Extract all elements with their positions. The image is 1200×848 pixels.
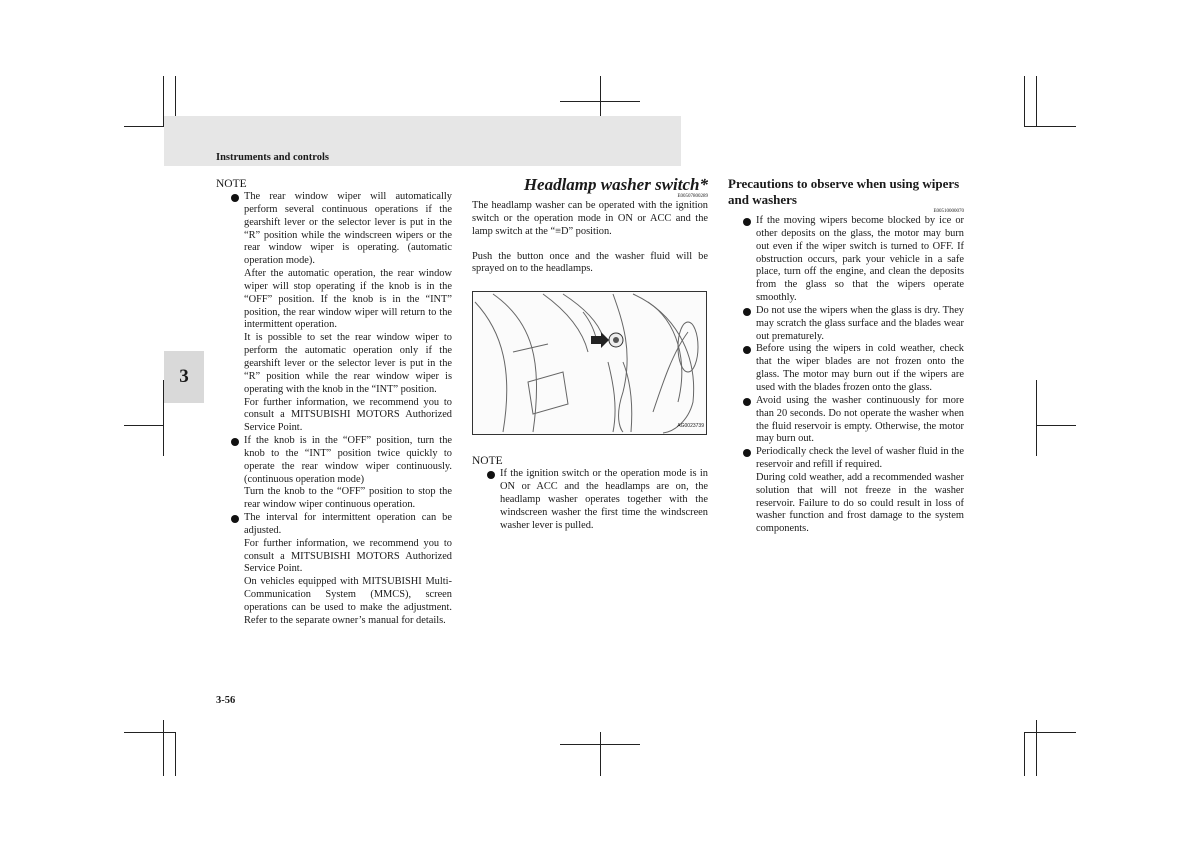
list-item xyxy=(216,435,452,512)
list-item xyxy=(216,191,452,435)
paragraph: For further information, we recommend you to consult a MITSUBISHI MOTORS Authorized Service Point. xyxy=(244,396,452,434)
list-item xyxy=(728,395,964,446)
paragraph: Before using the wipers in cold weather, check that the wiper blades are not frozen onto the glass. The motor may burn out if the wipers are used with the blades frozen onto the glass. xyxy=(756,343,964,393)
paragraph: The headlamp washer can be operated with the ignition switch or the operation mode in ON or ACC and the lamp switch at the “≡D” position. xyxy=(472,200,708,237)
section-title: Instruments and controls xyxy=(216,152,329,163)
precautions-list xyxy=(728,215,964,536)
figure-code: AG0023739 xyxy=(677,423,704,430)
dashboard-illustration xyxy=(473,292,706,434)
paragraph: Avoid using the washer continuously for more than 20 seconds. Do not operate the washer when the fluid reservoir is empty. Otherwise, the motor may burn out. xyxy=(756,394,964,445)
column-wiper-precautions xyxy=(728,176,964,536)
column-headlamp-washer xyxy=(472,176,708,532)
precautions-heading: Precautions to observe when using wipers and washers xyxy=(728,176,960,207)
paragraph: It is possible to set the rear window wiper to perform the automatic operation only if the gearshift lever or the selector lever is put in the “R” position while the rear window wiper is operating with the knob in the “INT” position. xyxy=(244,332,452,395)
note-label: NOTE xyxy=(216,178,247,190)
paragraph: The rear window wiper will automatically perform several continuous operations if the gearshift lever or the selector lever is put in the “R” position while the windscreen wipers or the rear window wiper is operating. (automatic operation mode). xyxy=(244,191,452,267)
headlamp-washer-heading: Headlamp washer switch* xyxy=(523,175,708,194)
list-item xyxy=(728,215,964,305)
list-item xyxy=(216,512,452,628)
chapter-tab xyxy=(164,351,204,403)
paragraph: Periodically check the level of washer fluid in the reservoir and refill if required. xyxy=(756,446,964,471)
list-item xyxy=(728,446,964,536)
paragraph: Do not use the wipers when the glass is dry. They may scratch the glass surface and the blades wear out prematurely. xyxy=(756,304,964,342)
note-list xyxy=(216,191,452,628)
paragraph: After the automatic operation, the rear window wiper will stop operating if the knob is in the “OFF” position. If the knob is in the “INT” position, the rear window wiper will return to the intermittent operation. xyxy=(244,268,452,331)
paragraph: Turn the knob to the “OFF” position to stop the rear window wiper continuous operation. xyxy=(244,486,452,511)
list-item xyxy=(728,305,964,344)
headlamp-washer-figure xyxy=(472,291,707,435)
heading-code: E00510000070 xyxy=(933,209,964,214)
list-item xyxy=(728,343,964,394)
paragraph: Push the button once and the washer fluid will be sprayed on to the headlamps. xyxy=(472,250,708,275)
paragraph: The interval for intermittent operation can be adjusted. xyxy=(244,512,452,536)
paragraph: If the knob is in the “OFF” position, turn the knob to the “INT” position twice quickly to operate the rear window wiper continuously. (continuous operation mode) xyxy=(244,435,452,485)
paragraph: If the moving wipers become blocked by ice or other deposits on the glass, the motor may burn out even if the wiper switch is turned to OFF. If obstruction occurs, park your vehicle in a safe place, turn off the engine, and clean the deposits from the glass so that the wipers operate smoothly. xyxy=(756,215,964,304)
heading-code: E00507800289 xyxy=(677,194,708,199)
note-list xyxy=(472,468,708,532)
page-number: 3-56 xyxy=(216,695,236,706)
chapter-number: 3 xyxy=(179,366,189,387)
paragraph: During cold weather, add a recommended washer solution that will not freeze in the washer reservoir. Failure to do so could result in loss of washer function and frost damage to the system components. xyxy=(756,471,964,535)
column-rear-wiper-notes xyxy=(216,178,452,628)
list-item: If the ignition switch or the operation mode is in ON or ACC and the headlamps are on, the headlamp washer operates together with the windscreen washer the first time the windscreen washer lever is pulled. xyxy=(472,468,708,532)
paragraph: On vehicles equipped with MITSUBISHI Multi-Communication System (MMCS), screen operations can be used to make the adjustment. Refer to the separate owner’s manual for details. xyxy=(244,576,452,626)
note-label: NOTE xyxy=(472,455,503,468)
paragraph: For further information, we recommend you to consult a MITSUBISHI MOTORS Authorized Service Point. xyxy=(244,537,452,575)
